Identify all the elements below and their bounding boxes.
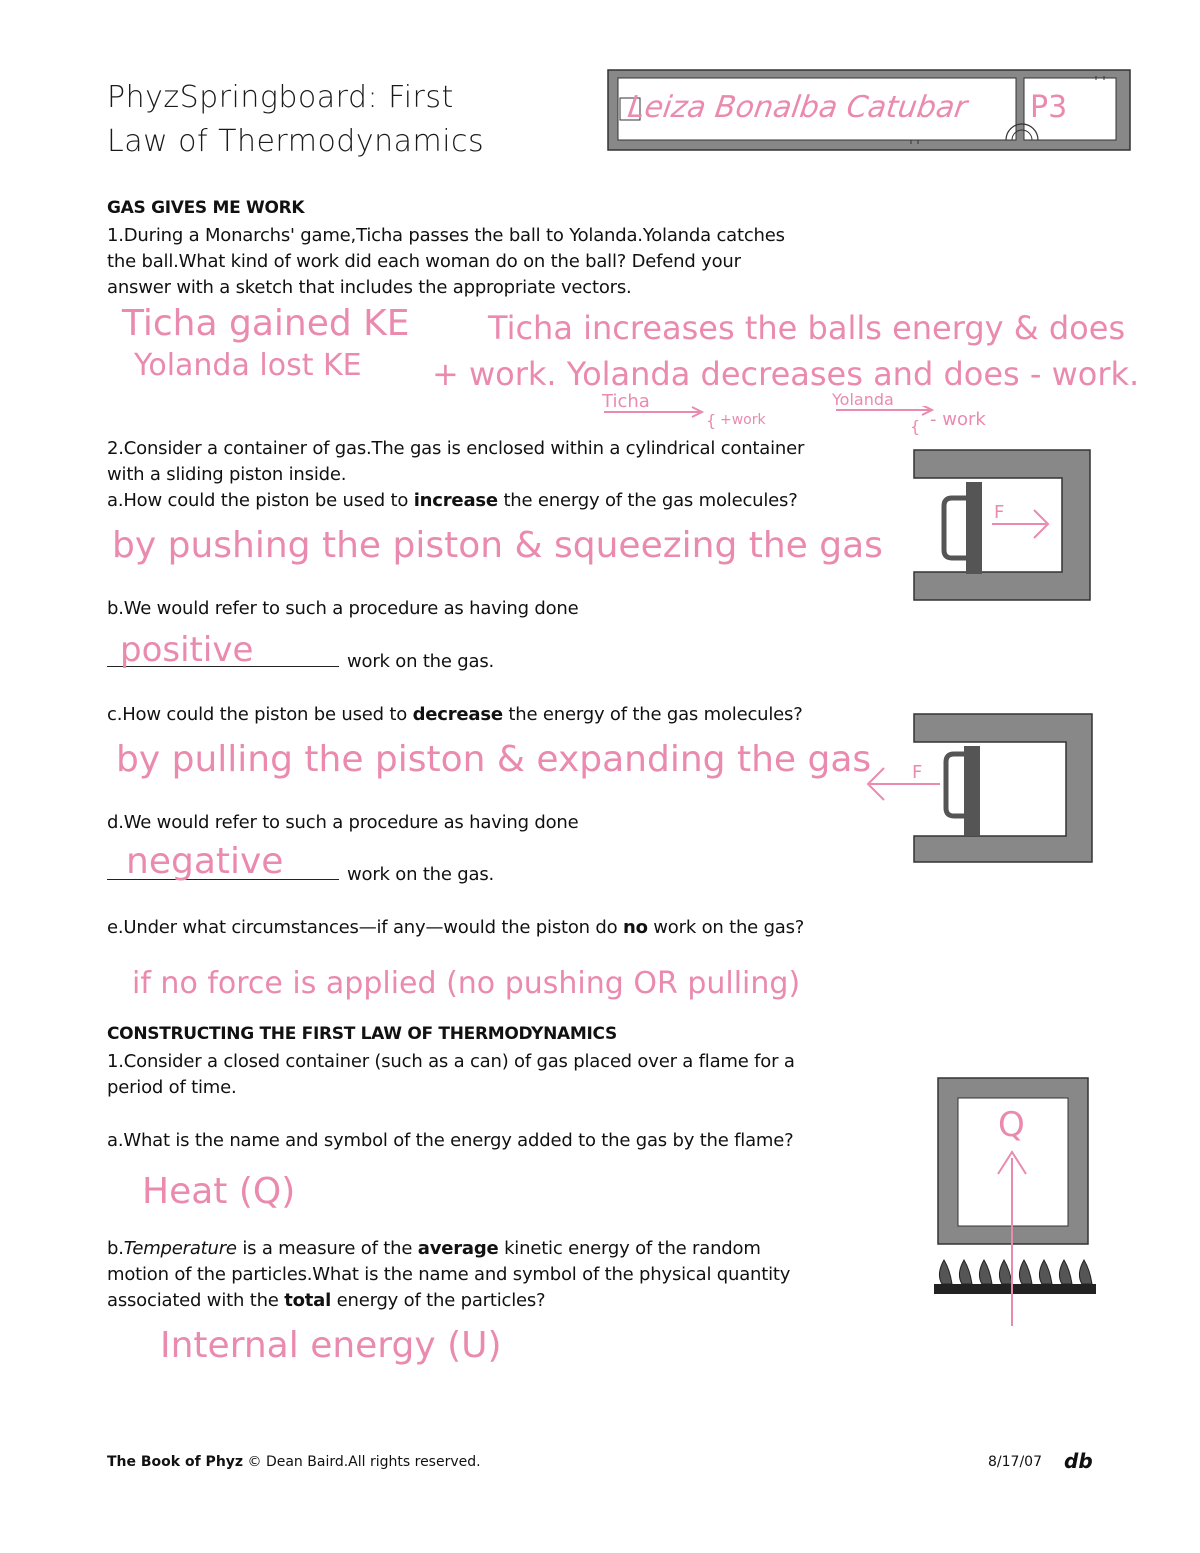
title-line-1: PhyzSpringboard: First [107,80,454,115]
question-2-intro [107,436,804,488]
question-b-line-3-post: energy of the particles? [331,1290,546,1311]
copyright-text: © Dean Baird.All rights reserved. [243,1454,481,1470]
question-b-bold-1: average [417,1238,499,1259]
question-2c-pre: c.How could the piston be used to [107,704,413,725]
question-b-bold-2: total [284,1290,332,1311]
book-title: The Book of Phyz [107,1454,244,1470]
question-2a [107,488,798,514]
section-2-question-1-line: 1.Consider a closed container (such as a can) of gas placed over a flame for a [107,1051,795,1072]
section-2-question-a: a.What is the name and symbol of the energy added to the gas by the flame? [107,1130,794,1151]
section-2-question-b [107,1236,790,1314]
question-1-line: the ball.What kind of work did each woman do on the ball? Defend your [107,251,741,272]
question-2-line: 2.Consider a container of gas.The gas is enclosed within a cylindrical container [107,438,805,459]
heat-label: Q [998,1105,1025,1145]
question-2e-post: work on the gas? [647,917,805,938]
student-name: Leiza Bonalba Catubar [625,90,970,125]
question-2-line: with a sliding piston inside. [107,464,347,485]
answer-1-left-line-1: Ticha gained KE [122,303,410,344]
question-2b: b.We would refer to such a procedure as having done [107,598,579,619]
piston-diagram-pull [860,712,1096,866]
question-2c [107,702,803,728]
answer-section-2-b: Internal energy (U) [160,1325,502,1366]
question-2d: d.We would refer to such a procedure as having done [107,812,579,833]
sketch-note-ticha: +work [720,412,766,428]
section-2-question-b-line-1 [107,1236,790,1262]
section-2-question-1-line: period of time. [107,1077,237,1098]
section-heading-gas-work: GAS GIVES ME WORK [107,198,305,218]
answer-2d: negative [126,841,284,882]
svg-text:{: { [706,411,717,430]
section-2-question-1 [107,1049,795,1101]
question-1-line: 1.During a Monarchs' game,Ticha passes the ball to Yolanda.Yolanda catches [107,225,785,246]
question-b-mid-1: is a measure of the [236,1238,418,1259]
question-1 [107,223,785,301]
question-2e-bold: no [622,917,648,938]
question-b-italic: Temperature [123,1238,237,1259]
question-b-mid-2: kinetic energy of the random [498,1238,761,1259]
title-line-2: Law of Thermodynamics [107,124,485,159]
question-2b-suffix: work on the gas. [347,651,495,672]
answer-1-right-line-2: + work. Yolanda decreases and does - work. [432,355,1140,393]
answer-1-left-line-2: Yolanda lost KE [134,348,362,383]
answer-2c: by pulling the piston & expanding the gas [116,739,872,780]
question-2c-post: the energy of the gas molecules? [502,704,803,725]
footer-date: 8/17/07 [988,1454,1042,1470]
question-2e-pre: e.Under what circumstances—if any—would the piston do [107,917,623,938]
answer-2a: by pushing the piston & squeezing the gas [112,525,883,566]
can-over-flame-diagram [932,1074,1100,1336]
question-2a-bold: increase [413,490,498,511]
force-label: F [994,502,1005,523]
question-b-line-3-pre: associated with the [107,1290,285,1311]
sketch-vector-arrows [600,406,940,436]
flame-icon [939,1260,1092,1284]
sketch-note-yolanda: - work [930,409,986,430]
sketch-label-ticha: Ticha [602,391,650,412]
db-logo: db [1064,1449,1093,1473]
answer-2b: positive [120,630,254,670]
section-heading-first-law: CONSTRUCTING THE FIRST LAW OF THERMODYNAMICS [107,1024,617,1044]
question-2e [107,915,804,941]
answer-2e: if no force is applied (no pushing OR pulling) [132,966,801,1001]
force-label: F [912,762,923,783]
piston-diagram-push [912,448,1094,604]
footer-copyright [107,1454,481,1470]
question-1-line: answer with a sketch that includes the appropriate vectors. [107,277,632,298]
question-b-prefix: b. [107,1238,124,1259]
section-2-question-b-line-3 [107,1288,790,1314]
question-2a-pre: a.How could the piston be used to [107,490,414,511]
class-period: P3 [1030,90,1068,125]
question-2c-bold: decrease [412,704,503,725]
question-2d-suffix: work on the gas. [347,864,495,885]
question-2a-post: the energy of the gas molecules? [497,490,798,511]
page-title [107,76,484,164]
section-2-question-b-line-2: motion of the particles.What is the name and symbol of the physical quantity [107,1264,791,1285]
sketch-label-yolanda: Yolanda [832,390,894,409]
answer-1-right-line-1: Ticha increases the balls energy & does [488,309,1126,347]
svg-text:{: { [910,417,921,436]
answer-section-2-a: Heat (Q) [142,1171,296,1212]
